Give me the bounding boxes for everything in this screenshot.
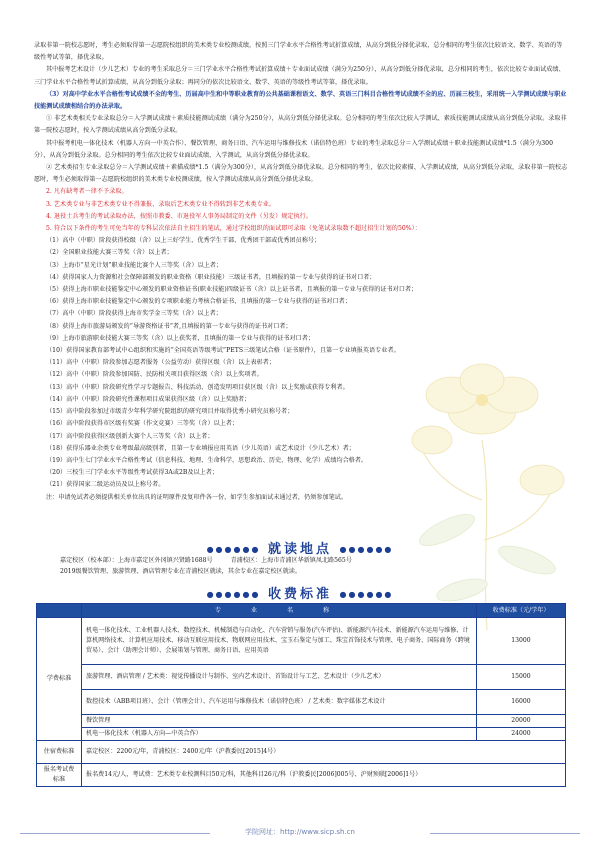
tuition-fee-20000: 20000: [477, 715, 566, 728]
list-item: （17）高中阶段获得区级创新大赛个人三等奖（含）以上者；: [46, 432, 214, 440]
table-row: [37, 764, 566, 787]
jiading-campus-address: 嘉定校区（校本部）：上海市嘉定区外冈镇兴贤路1688号: [60, 557, 213, 564]
footer-divider-right: [430, 833, 580, 834]
table-row: [37, 741, 566, 764]
tuition-label: 学费标准: [37, 618, 82, 741]
fees-section-title: [0, 583, 600, 602]
list-item: （10）获得国家教育部考试中心组织和实施的“全国英语等级考试”PETS三级笔试合格（证书原件），且第一专业填报英语专业者。: [46, 347, 400, 355]
list-item: （19）高中生七门学业水平合格性考试（信息科技、地理、生命科学、思想政治、历史、物理、化学）成绩均合格者。: [46, 456, 368, 464]
list-item: （16）高中阶段获得市区级有奖赛（作文竞赛）三等奖（含）以上者；: [46, 420, 239, 428]
locations-title: 就读地点: [267, 542, 332, 557]
tuition-majors-15000: 旅游管理、酒店管理 / 艺术类：视觉传播设计与制作、室内艺术设计、首饰设计与工艺、艺术设计（少儿艺术）: [82, 665, 477, 690]
tuition-majors-20000: 餐饮管理: [82, 715, 477, 728]
fees-title: 收费标准: [267, 587, 332, 602]
red-rule-2: 2. 凡有缺考者一律不予录取。: [46, 188, 128, 196]
header-blank: [37, 604, 82, 618]
table-row: [37, 690, 566, 715]
housing-value: 嘉定校区：2200元/年，青浦校区：2400元/年（沪教委民[2015]4号）: [82, 741, 566, 764]
qingpu-campus-address: 青浦校区：上海市青浦区华新镇凤北路565号: [230, 557, 352, 564]
exam-fee-label: 报名考试费标准: [37, 764, 82, 787]
dots-decoration-left: ●●●●●●: [206, 590, 261, 599]
red-rule-5: 5. 符合以下条件的考生可免当年的专科层次依法自主招生的笔试，通过学校组织的面试即可录取（免笔试录取数不超过招生计划的50%）：: [46, 225, 421, 233]
header-fee: 收费标准（元/学年）: [477, 604, 566, 618]
list-item: （1）高中（中职）阶段获得校级（含）以上三好学生、优秀学生干部、优秀团干部或优秀团员称号；: [46, 237, 321, 245]
admission-rules-text: [34, 40, 568, 504]
intro-paragraph-5: 其中报考机电一体化技术（机器人方向一中英合作）、餐饮管理、商务日语、汽车运用与维修技术（诺倍特色班）专业的考生录取总分＝入学测试成绩＋职业技能测试成绩*1.5（满分为300分），从高分到低分录取。总分相同的考生依次比较专业面试成绩、入学测试，从高分到低分择优录取。: [34, 139, 554, 159]
tuition-fee-13000: 13000: [477, 618, 566, 665]
list-item: （12）高中（中职）阶段参加国防、民防相关项目获得区级（含）以上奖项者。: [46, 371, 263, 379]
dots-decoration-right: ●●●●●●: [339, 590, 394, 599]
list-item: （6）获得上海市职业技能鉴定中心颁发的专项职业能力考核合格证书，且填报的第一专业与获得的证书对口者；: [46, 298, 351, 306]
locations-block: [60, 556, 560, 577]
table-row: [37, 728, 566, 741]
locations-section-title: [0, 538, 600, 557]
table-row: [37, 618, 566, 665]
list-item: （5）获得上海市职业技能鉴定中心颁发的职业资格证书(职业技能)四级证书（含）以上证书者，且填报的第一专业与获得的证书对口者；: [46, 286, 418, 294]
list-item: （3）上海市“星光计划”职业技能比赛个人三等奖（含）以上者；: [46, 261, 223, 269]
red-rule-4: 4. 退役士兵考生的考试录取办法，按照市教委、市退役军人事务局制定的文件（另发）规定执行。: [46, 212, 312, 220]
list-item: （2）全国职业技能大赛三等奖（含）以上者；: [46, 249, 173, 257]
exemption-conditions-list: [34, 235, 568, 491]
list-item: （15）高中阶段参加过市级青少年科学研究院组织的研究项目并取得优秀小研究员称号者；: [46, 408, 294, 416]
table-row: [37, 715, 566, 728]
list-item: （8）获得上海市旅游局颁发的“导游资格证书”者,且填报的第一专业与获得的证书对口者；: [46, 322, 292, 330]
fee-table: [36, 603, 566, 787]
dots-decoration-left: ●●●●●●: [206, 545, 261, 554]
list-item: （13）高中（中职）阶段研究性学习专题报告、科技活动、创造发明项目获区级（含）以上奖励或获得专利者。: [46, 383, 349, 391]
tuition-fee-16000: 16000: [477, 690, 566, 715]
tuition-fee-24000: 24000: [477, 728, 566, 741]
intro-paragraph-6: ② 艺术类招生专业录取总分＝入学测试成绩＋素描成绩*1.5（满分为300分），从高分到低分择优录取。总分相同的考生，依次比较素描、入学测试成绩，从高分到低分录取，录取非第一院校志愿时，考生必须取得第一志愿院校组织的美术类专业校测成绩，按入学测试成绩从高分到低分择优录取。: [34, 164, 568, 184]
intro-paragraph-1: 录取非第一院校志愿时，考生必须取得第一志愿院校组织的美术类专业校测成绩，按照三门学业水平合格性考试折算成绩，从高分到低分择优录取，总分相同的考生依次比较语文、数学、英语的等级性考试等第，择优录取。: [34, 42, 563, 62]
list-item: （18）获得乐器业余类专业考级最高级别者，且第一专业填报应用英语（少儿英语）或艺术设计（少儿艺术）者；: [46, 444, 355, 452]
conditions-note: 注：申请免试者必须提供相关单位出具的证明原件及复印件各一份，如学生参加面试未通过者，仍须参加笔试。: [46, 493, 348, 501]
tuition-majors-13000: 机电一体化技术、工业机器人技术、数控技术、机械制造与自动化、汽车营销与服务(汽车评估)、新能源汽车技术、新能源汽车运用与维修、计算机网络技术、计算机应用技术、移动互联应用技术、物联网应用技术、宝玉石鉴定与加工、珠宝首饰技术与管理、电子商务、国际商务（跨境贸易）、会计（助理会计师）、会展策划与管理、商务日语、应用英语: [82, 618, 477, 665]
tuition-fee-15000: 15000: [477, 665, 566, 690]
list-item: （20）三校生三门学业水平等级性考试获得3A或2B及以上者；: [46, 469, 219, 477]
campus-assignment-note: 2019级餐饮管理、旅游管理、酒店管理专业在青浦校区就读，其余专业在嘉定校区就读。: [60, 567, 301, 575]
housing-label: 住宿费标准: [37, 741, 82, 764]
intro-paragraph-3-highlight: （3）对高中学业水平合格性考试成绩不全的考生、历届高中生和中等职业教育的公共基础课程语文、数学、英语三门科目合格性考试成绩不全的应、历届三校生，采用统一入学测试成绩与职业技能测试成绩相结合的办法录取。: [34, 90, 567, 111]
list-item: （14）高中（中职）阶段研究性课程项目成果获得区级（含）以上奖励者；: [46, 395, 251, 403]
intro-paragraph-2: 其中报考艺术设计（少儿艺术）专业的考生采取总分＝三门学业水平合格性考试折算成绩＋专业面试成绩（满分为250分），从高分到低分择优录取，总分相同的考生，依次比较专业面试成绩、三门学业水平合格性考试折算成绩，从高分到低分录取；再同分的依次比较语文、数学、英语的等级性考试等第，择优录取。: [34, 66, 565, 86]
intro-paragraph-4: ① 非艺术类相关专业录取总分＝入学测试成绩＋素质技能测试成绩（满分为250分），从高分到低分择优录取。总分相同的考生依次比较入学测试、素质技能测试成绩从高分到低分录取。录取非第一院校志愿时，按入学测试成绩从高分到低分录取。: [34, 115, 567, 135]
exam-fee-value: 报名费14元/人，考试费：艺术类专业校测科目50元/科，其他科目26元/科（沪教委民[2006]005号、沪财预联[2006]1号）: [82, 764, 566, 787]
header-major-name: 专 业 名 称: [82, 604, 477, 618]
table-header-row: [37, 604, 566, 618]
list-item: （4）获得国家人力资源和社会保障部颁发的职业资格（职业技能）三级证书者，且填报的第一专业与获得的证书对口者；: [46, 273, 376, 281]
list-item: （7）高中（中职）阶段获得上海市奖学金三等奖（含）以上者；: [46, 310, 222, 318]
tuition-majors-16000: 数控技术（ABB项目班）、会计（管理会计）、汽车运用与维修技术（诺倍特色班） / 艺术类：数字媒体艺术设计: [82, 690, 477, 715]
red-rule-3: 3. 艺术类专业与非艺术类专业不得兼报，录取后艺术类专业不得转到非艺术类专业。: [46, 200, 276, 208]
footer-website: 学院网址：http://www.sicp.sh.cn: [245, 828, 355, 836]
list-item: （21）获得国家二级运动员及以上称号者。: [46, 481, 165, 489]
table-row: [37, 665, 566, 690]
list-item: （11）高中（中职）阶段参加志愿者服务（公益劳动）获得区级（含）以上表彰者；: [46, 359, 276, 367]
list-item: （9）上海市旅游职业技能大赛三等奖（含）以上获奖者，且填报的第一专业与获得的证书对口者；: [46, 334, 315, 342]
dots-decoration-right: ●●●●●●: [339, 545, 394, 554]
tuition-majors-24000: 机电一体化技术（机器人方向—中英合作）: [82, 728, 477, 741]
